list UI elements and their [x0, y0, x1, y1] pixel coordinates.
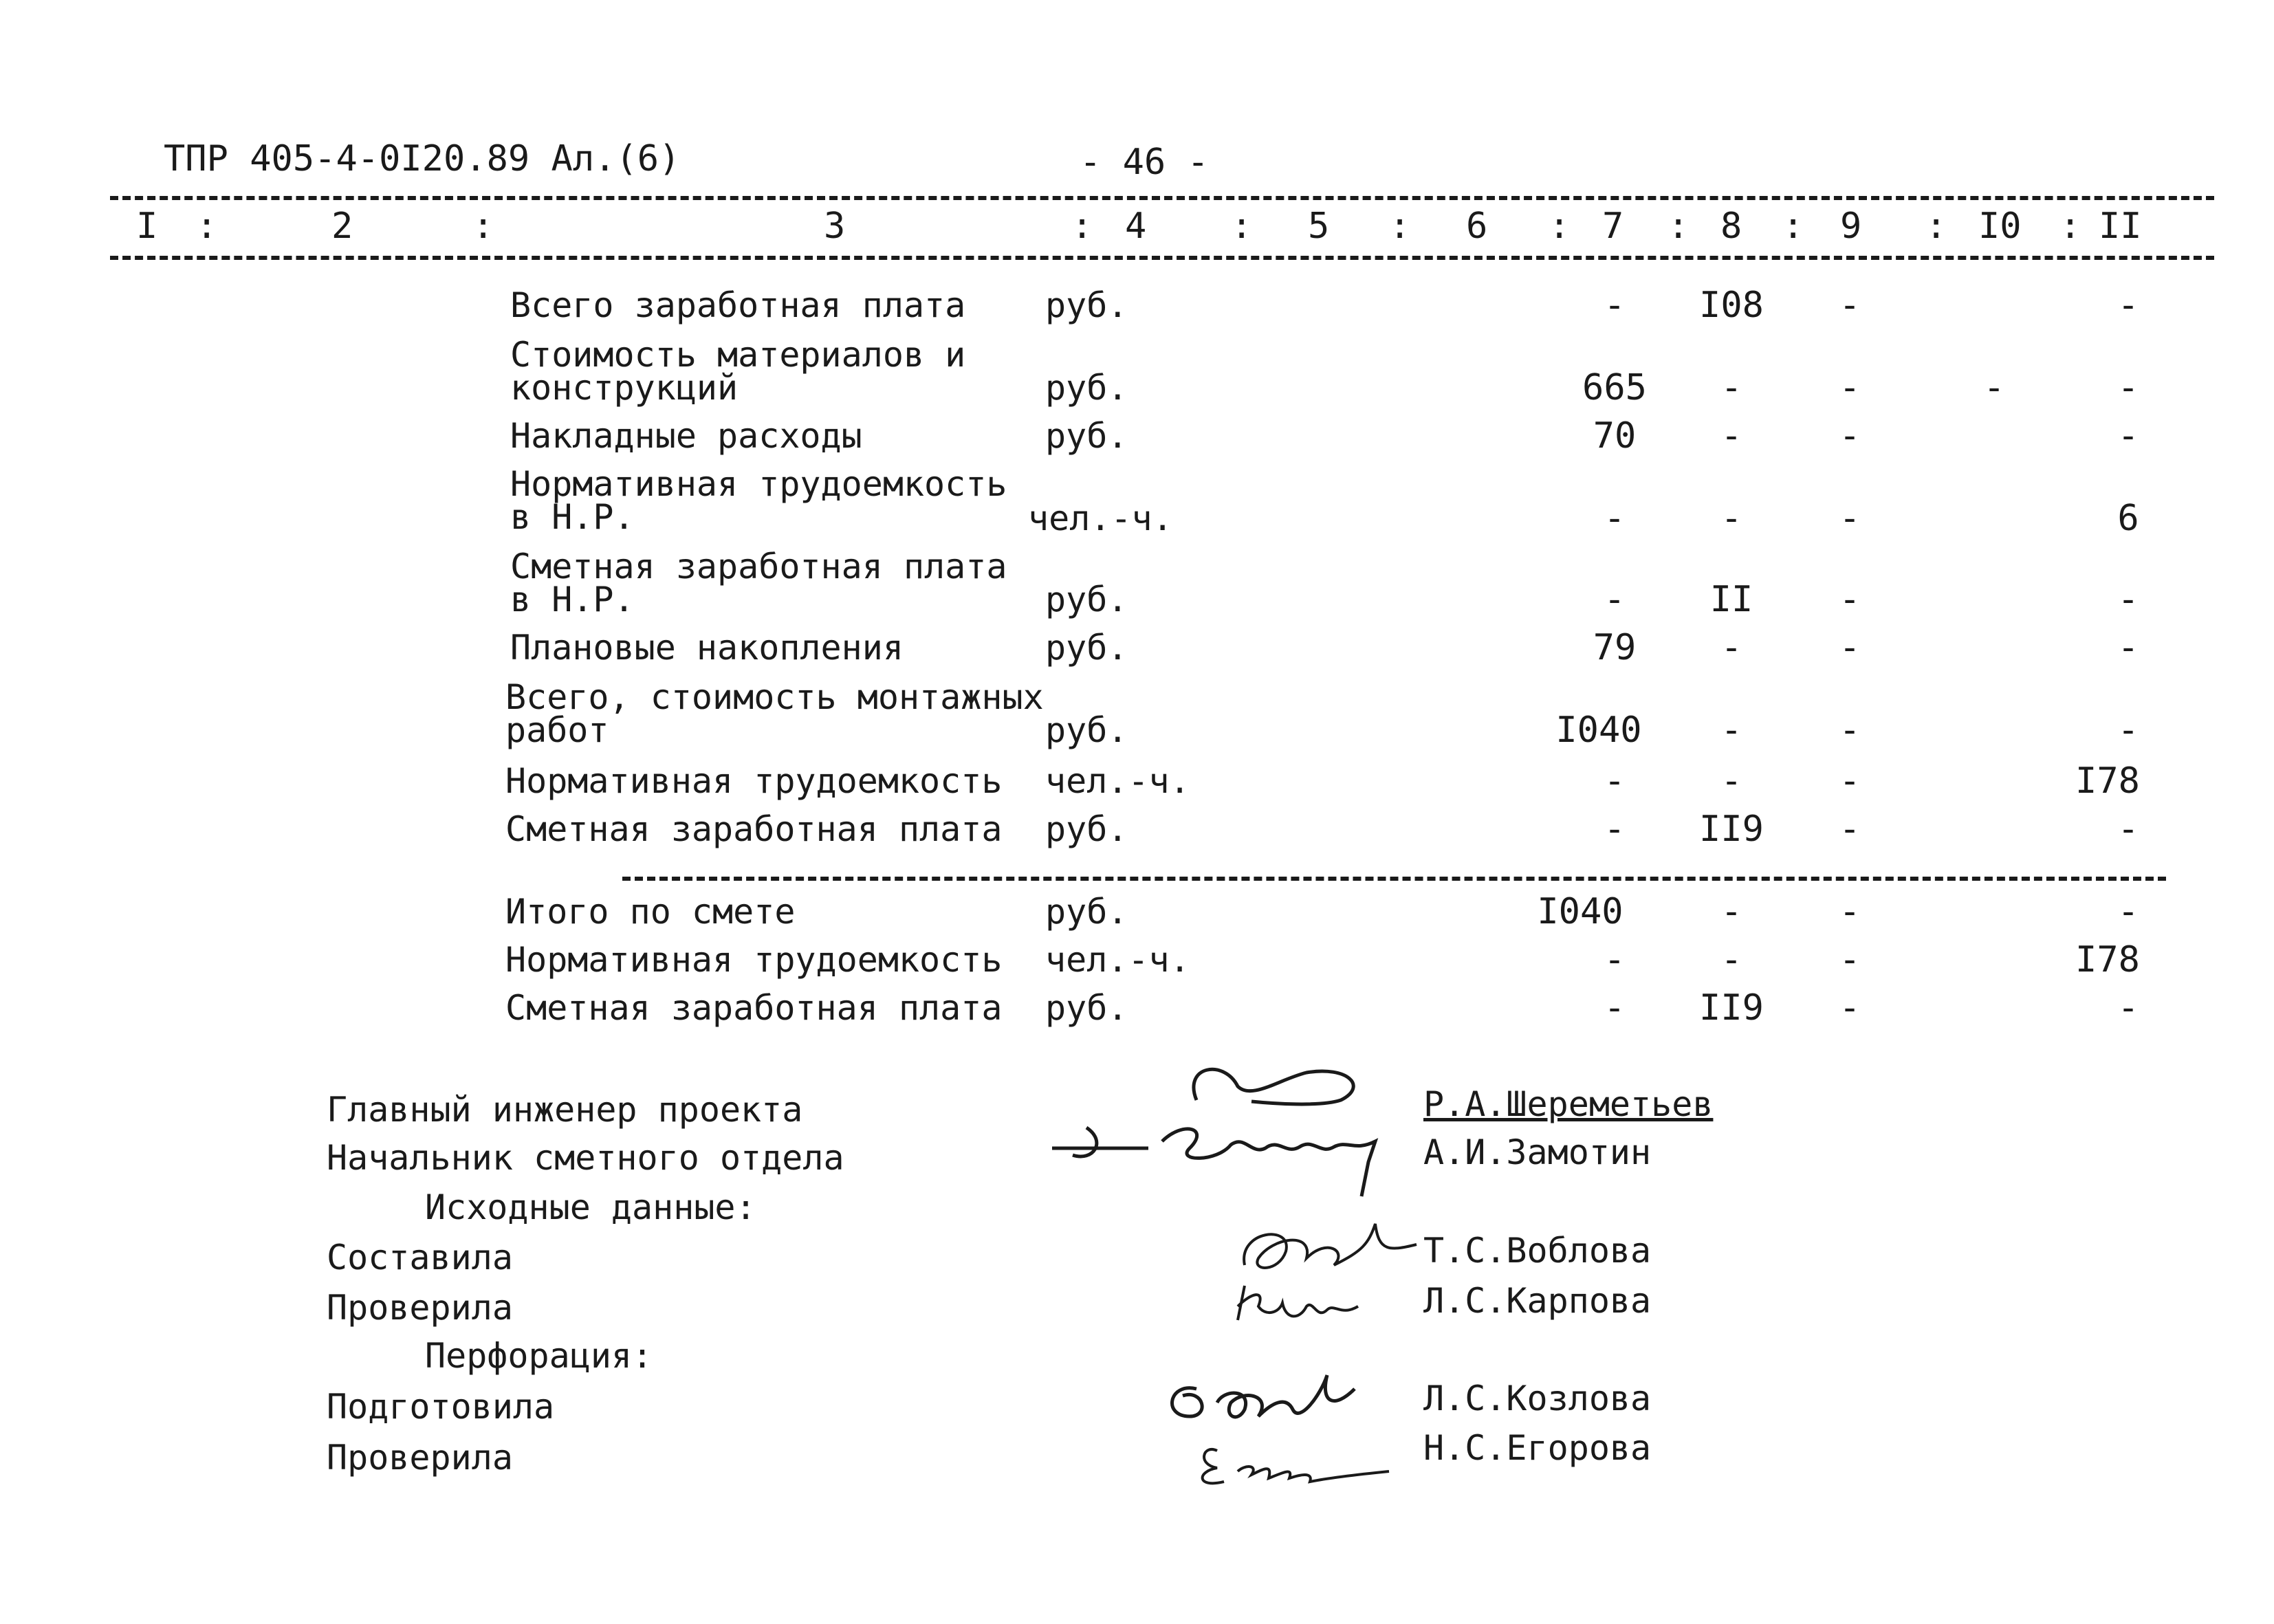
column-header-7: 7	[1602, 206, 1624, 247]
cell-col7: -	[1604, 285, 1626, 326]
cell-col8: -	[1720, 891, 1742, 932]
cell-col7: 665	[1582, 367, 1647, 408]
signature-estimate-head	[1045, 1114, 1403, 1210]
row-label: Сметная заработная плата	[505, 809, 1003, 849]
cell-col7: -	[1604, 987, 1626, 1029]
cell-col7: 70	[1593, 415, 1637, 457]
row-label: Всего, стоимость монтажных работ	[505, 677, 1044, 750]
cell-col7: -	[1604, 809, 1626, 850]
page-number: - 46 -	[1080, 142, 1209, 183]
cell-col11: -	[2117, 415, 2139, 457]
cell-col9: -	[1839, 579, 1861, 620]
cell-col11: -	[2117, 367, 2139, 408]
column-separator: :	[196, 206, 218, 247]
row-unit: руб.	[1045, 416, 1128, 456]
cell-col8: -	[1720, 367, 1742, 408]
row-unit: руб.	[1045, 285, 1128, 325]
cell-col11: I78	[2075, 939, 2140, 980]
cell-col9: -	[1839, 627, 1861, 668]
column-separator: :	[1231, 206, 1253, 247]
column-separator: :	[1925, 206, 1947, 247]
cell-col9: -	[1839, 710, 1861, 751]
column-header-5: 5	[1308, 206, 1330, 247]
signature-checked2	[1190, 1437, 1396, 1492]
column-header-1: I	[136, 206, 158, 247]
row-label: Сметная заработная плата	[505, 988, 1003, 1028]
cell-col10: -	[1983, 367, 2005, 408]
cell-col7: I040	[1537, 891, 1623, 932]
perforation-heading: Перфорация:	[425, 1336, 653, 1376]
column-header-10: I0	[1978, 206, 2022, 247]
checked2-role: Проверила	[327, 1438, 513, 1478]
row-label: Накладные расходы	[510, 416, 862, 456]
cell-col9: -	[1839, 415, 1861, 457]
cell-col11: -	[2117, 809, 2139, 850]
row-unit: руб.	[1045, 892, 1128, 932]
column-separator: :	[472, 206, 494, 247]
cell-col9: -	[1839, 760, 1861, 802]
estimate-head-role: Начальник сметного отдела	[327, 1138, 844, 1178]
cell-col8: II	[1709, 579, 1753, 620]
row-label: Итого по смете	[505, 892, 796, 932]
column-header-6: 6	[1466, 206, 1488, 247]
cell-col8: -	[1720, 760, 1742, 802]
column-header-9: 9	[1840, 206, 1862, 247]
header-bottom-rule	[110, 256, 2214, 260]
cell-col7: I040	[1555, 710, 1642, 751]
cell-col9: -	[1839, 939, 1861, 980]
row-unit: руб.	[1045, 710, 1128, 750]
top-rule	[110, 196, 2214, 200]
cell-col8: I08	[1699, 285, 1764, 326]
column-header-3: 3	[824, 206, 846, 247]
row-label: Нормативная трудоемкость	[505, 940, 1003, 980]
signature-checked	[1231, 1279, 1368, 1334]
row-unit: чел.-ч.	[1028, 498, 1173, 538]
row-unit: чел.-ч.	[1045, 940, 1190, 980]
cell-col9: -	[1839, 891, 1861, 932]
cell-col11: -	[2117, 710, 2139, 751]
cell-col8: -	[1720, 710, 1742, 751]
prepared-name: Л.С.Козлова	[1423, 1379, 1652, 1418]
document-code: ТПР 405-4-0I20.89 Ал.(6)	[164, 138, 681, 179]
checked2-name: Н.С.Егорова	[1423, 1428, 1652, 1468]
signature-prepared	[1155, 1368, 1362, 1437]
cell-col8: -	[1720, 939, 1742, 980]
signature-compiled	[1231, 1210, 1430, 1286]
column-header-8: 8	[1720, 206, 1742, 247]
cell-col11: -	[2117, 987, 2139, 1029]
compiled-name: Т.С.Воблова	[1423, 1231, 1652, 1271]
totals-rule	[622, 877, 2166, 881]
cell-col9: -	[1839, 987, 1861, 1029]
column-header-4: 4	[1125, 206, 1147, 247]
cell-col9: -	[1839, 498, 1861, 539]
cell-col8: -	[1720, 498, 1742, 539]
cell-col8: -	[1720, 627, 1742, 668]
estimate-head-name: А.И.Замотин	[1423, 1132, 1652, 1172]
cell-col7: -	[1604, 579, 1626, 620]
row-unit: руб.	[1045, 628, 1128, 668]
cell-col11: -	[2117, 891, 2139, 932]
cell-col8: II9	[1699, 987, 1764, 1029]
chief-engineer-role: Главный инженер проекта	[327, 1090, 803, 1130]
compiled-role: Составила	[327, 1238, 513, 1277]
row-label: Нормативная трудоемкость	[505, 761, 1003, 801]
cell-col7: -	[1604, 498, 1626, 539]
row-label: Стоимость материалов и конструкций	[510, 335, 966, 408]
row-unit: руб.	[1045, 368, 1128, 408]
cell-col9: -	[1839, 809, 1861, 850]
column-header-11: II	[2099, 206, 2142, 247]
cell-col11: -	[2117, 285, 2139, 326]
column-separator: :	[1389, 206, 1411, 247]
signature-chief-engineer	[1169, 1059, 1375, 1121]
row-label: Сметная заработная плата в Н.Р.	[510, 547, 1007, 619]
cell-col7: 79	[1593, 627, 1637, 668]
column-separator: :	[2059, 206, 2081, 247]
chief-engineer-name: Р.А.Шереметьев	[1423, 1084, 1714, 1124]
cell-col7: -	[1604, 939, 1626, 980]
row-unit: руб.	[1045, 809, 1128, 849]
row-unit: чел.-ч.	[1045, 761, 1190, 801]
row-label: Нормативная трудоемкость в Н.Р.	[510, 464, 1007, 537]
column-separator: :	[1782, 206, 1804, 247]
checked-name: Л.С.Карпова	[1423, 1281, 1652, 1321]
cell-col8: II9	[1699, 809, 1764, 850]
prepared-role: Подготовила	[327, 1387, 555, 1427]
cell-col9: -	[1839, 367, 1861, 408]
cell-col11: -	[2117, 579, 2139, 620]
row-unit: руб.	[1045, 988, 1128, 1028]
column-separator: :	[1668, 206, 1690, 247]
cell-col9: -	[1839, 285, 1861, 326]
cell-col11: I78	[2075, 760, 2140, 802]
row-label: Плановые накопления	[510, 628, 904, 668]
row-unit: руб.	[1045, 580, 1128, 619]
column-separator: :	[1071, 206, 1093, 247]
source-data-heading: Исходные данные:	[425, 1187, 756, 1227]
cell-col7: -	[1604, 760, 1626, 802]
column-separator: :	[1549, 206, 1571, 247]
cell-col11: 6	[2117, 498, 2139, 539]
cell-col8: -	[1720, 415, 1742, 457]
checked-role: Проверила	[327, 1288, 513, 1328]
column-header-2: 2	[331, 206, 353, 247]
cell-col11: -	[2117, 627, 2139, 668]
row-label: Всего заработная плата	[510, 285, 966, 325]
